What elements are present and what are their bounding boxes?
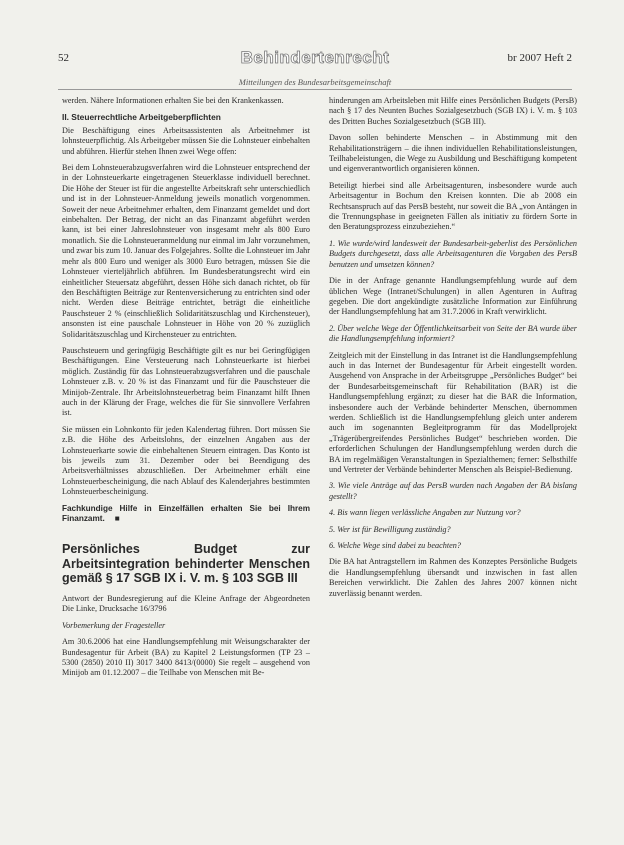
paragraph: Die BA hat Antragstellern im Rahmen des Konzeptes Persönliche Budgets die Handlungsempfehlung übersandt und inzwischen in fast allen Bereichen verwirklicht. Die Zahlen des Jahres 2007 können nicht zuverlässig benannt werden. xyxy=(329,557,577,598)
paragraph: Zeitgleich mit der Einstellung in das Intranet ist die Handlungsempfehlung auch in das Internet der Bundesagentur für Arbeit eingestellt worden. Ausgehend von Ansprache in der Arbeitsgruppe „Persönliches Budget“ bei der Bundesarbeitsgemeinschaft für Rehabilitation (BAR) ist die Handlungsempfehlung ergänzt; zu dieser hat die BAR die Information, insbesondere auch der Verbände behinderter Menschen, übernommen werden. Schließlich ist die Handlungsempfehlung gleich unter anderem auch im sogenannten Begleitprogramm für das Modellprojekt „Trägerübergreifendes Persönliches Budget“ beschrieben worden. Die erforderlichen Schulungen der Handlungsempfehlung werden durch die BA im regelmäßigen Veranstaltungen in Spezialthemen; ferner: Selbsthilfe und Vertreter der Verbände behinderter Menschen als Beispiel-Bedienung. xyxy=(329,350,577,474)
question: 5. Wer ist für Bewilligung zuständig? xyxy=(329,524,451,534)
end-mark-icon: ■ xyxy=(114,514,120,524)
paragraph: Bei dem Lohnsteuerabzugsverfahren wird die Lohnsteuer entsprechend der in der Lohnsteuerkarte eingetragenen Steuerklasse individuell berechnet. Die Höhe der Steuer ist für die angestellte Arbeitskraft sehr unterschiedlich und ist in der Lohnsteuer-Anmeldung jeweils monatlich vorgenommen. Soweit der neue Arbeitnehmer erhalten, dem Finanzamt gemeldet und dort einbehalten. Der Betrag, der nicht an das Finanzamt abgeführt werden kann, ist bei einer Jahreslohnsteuer von insgesamt mehr als 800 Euro monatlich. Sie die Lohnsteueranmeldung nur einmal im Jahr vorzunehmen, und zwar bis zum 10. Januar des Folgejahres. Sollte die Lohnsteuer im Jahr mehr als 800 Euro und weniger als 3000 Euro betragen, müssen Sie die Lohnsteuer vierteljährlich abführen. Im Bundesberatungsrecht wird ein einheitlicher Steuersatz abgeführt, dessen Höhe sich danach richtet, ob für den Beschäftigten Beiträge zur Rentenversicherung zu entrichten sind oder nicht. Werden diese Beiträge entrichtet, beträgt die einheitliche Pauschsteuer 2 % (einschließlich Solidaritätszuschlag und Kirchensteuer), ansonsten ist eine pauschale Lohnsteuer in Höhe von 20 % zuzüglich Solidaritätszuschlag und Kirchensteuer zu entrichten. xyxy=(62,163,310,339)
paragraph: Beteiligt hierbei sind alle Arbeitsagenturen, insbesondere wurde auch Arbeitsagentur in Bochum den Kreisen konnten. Die ab 2008 ein Rechtsanspruch auf das PersB besteht, nur soweit die BA „von Antängen in die Trennungsphase in geeigneten Fällen als initiativ zu fördern Sorte in den Beratungsprozess einzubeziehen.“ xyxy=(329,180,577,232)
paragraph: Antwort der Bundesregierung auf die Kleine Anfrage der Abgeordneten Die Linke, Drucksache 16/3796 xyxy=(62,593,310,614)
journal-subtitle: Mitteilungen des Bundesarbeitsgemeinschaft xyxy=(238,77,392,87)
paragraph: Davon sollen behinderte Menschen – in Abstimmung mit den Rehabilitationsträgern – die ihnen individuellen Rehabilitationsleistungen, Teilhabeleistungen, die Wege zu Ausbildung und Beschäftigung kompetent und eigenverantwortlich organisieren können. xyxy=(329,133,577,174)
paragraph: Die in der Anfrage genannte Handlungsempfehlung wurde auf dem üblichen Wege (Intranet/Schulungen) in allen Agenturen in Auftrag gegeben. Die dort angekündigte zusätzliche Information zur Einführung der Handlungsempfehlung hat am 31.7.2006 in Kraft verwirklicht. xyxy=(329,276,577,317)
question: 2. Über welche Wege der Öffentlichkeitsarbeit von Seite der BA wurde über die Handlungsempfehlung informiert? xyxy=(329,323,577,344)
paragraph: hinderungen am Arbeitsleben mit Hilfe eines Persönlichen Budgets (PersB) nach § 17 des Neunten Buches Sozialgesetzbuch (SGB IX) i. V. m. § 103 des Dritten Buches Sozialgesetzbuch (SGB III). xyxy=(329,96,577,126)
page-number: 52 xyxy=(58,52,69,64)
article-title: Persönliches Budget zur Arbeitsintegration behinderter Menschen gemäß § 17 SGB IX i. V. m. § 103 SGB III xyxy=(62,542,310,586)
closing-note: Fachkundige Hilfe in Einzelfällen erhalten Sie bei Ihrem Finanzamt. xyxy=(62,503,310,524)
question: 4. Bis wann liegen verlässliche Angaben zur Nutzung vor? xyxy=(329,508,521,518)
paragraph: Sie müssen ein Lohnkonto für jeden Kalendertag führen. Dort müssen Sie z.B. die Höhe des Arbeitslohns, der einzelnen Angaben aus der Lohnsteuerkarte sowie die einbehaltenen Steuern eintragen. Das Konto ist bis jeweils zum 31. Dezember oder bei Beendigung des Arbeitsverhältnisses abzuschließen. Der Arbeitnehmer erhält eine Lohnsteuerbescheinigung, die nach Ablauf des Kalenderjahres bestimmten Lohnsteuerbescheinigung. xyxy=(62,424,310,497)
subheading: Vorbemerkung der Fragesteller xyxy=(62,620,166,630)
section-heading: II. Steuerrechtliche Arbeitgeberpflichten xyxy=(62,112,221,123)
question: 6. Welche Wege sind dabei zu beachten? xyxy=(329,541,461,551)
question: 1. Wie wurde/wird landesweit der Bundesarbeit-geberlist des Persönlichen Budgets durchgesetzt, dass alle Arbeitsagenturen die Vorgaben des PersB benutzen und umsetzen können? xyxy=(329,238,577,269)
paragraph: Am 30.6.2006 hat eine Handlungsempfehlung mit Weisungscharakter der Bundesagentur für Arbeit (BA) zu Kapitel 2 Leistungsformen (TP 23 – 5300 (2850) 2010 II) 3017 3400 8413/(0000) Sie regelt – ausgehend von Minijob am 01.12.2007 – die Teilhabe von Menschen mit Be- xyxy=(62,637,310,678)
paragraph-bold xyxy=(62,504,310,525)
journal-title: Behindertenrecht xyxy=(240,48,390,67)
paragraph: Pauschsteuern und geringfügig Beschäftigte gilt es nur bei Geringfügigen Beschäftigungen. Eine Versteuerung nach Lohnsteuerkarte ist hierbei möglich. Zuständig für das Lohnsteuerabzugsverfahren und die pauschale Lohnsteuer z.B. v. 20 % ist das Finanzamt und für die Pauschsteuer die Minijob-Zentrale. Ihr Arbeitslohnsteuerbetrag beim Finanzamt hilft Ihnen auch in der Klärung der Frage, welches die für Sie sinnvollere Verfahren ist. xyxy=(62,345,310,418)
right-column xyxy=(329,96,577,805)
issue-label: br 2007 Heft 2 xyxy=(507,52,572,64)
paragraph: werden. Nähere Informationen erhalten Sie bei den Krankenkassen. xyxy=(62,96,284,105)
page-header xyxy=(58,50,572,72)
question: 3. Wie viele Anträge auf das PersB wurden nach Angaben der BA bislang gestellt? xyxy=(329,481,577,501)
paragraph: Die Beschäftigung eines Arbeitsassistenten als Arbeitnehmer ist lohnsteuerpflichtig. Als Arbeitgeber müssen Sie die Lohnsteuer einbehalten und abführen. Hierfür stehen Ihnen zwei Wege offen: xyxy=(62,125,310,156)
header-divider xyxy=(58,89,572,90)
left-column xyxy=(62,96,310,805)
